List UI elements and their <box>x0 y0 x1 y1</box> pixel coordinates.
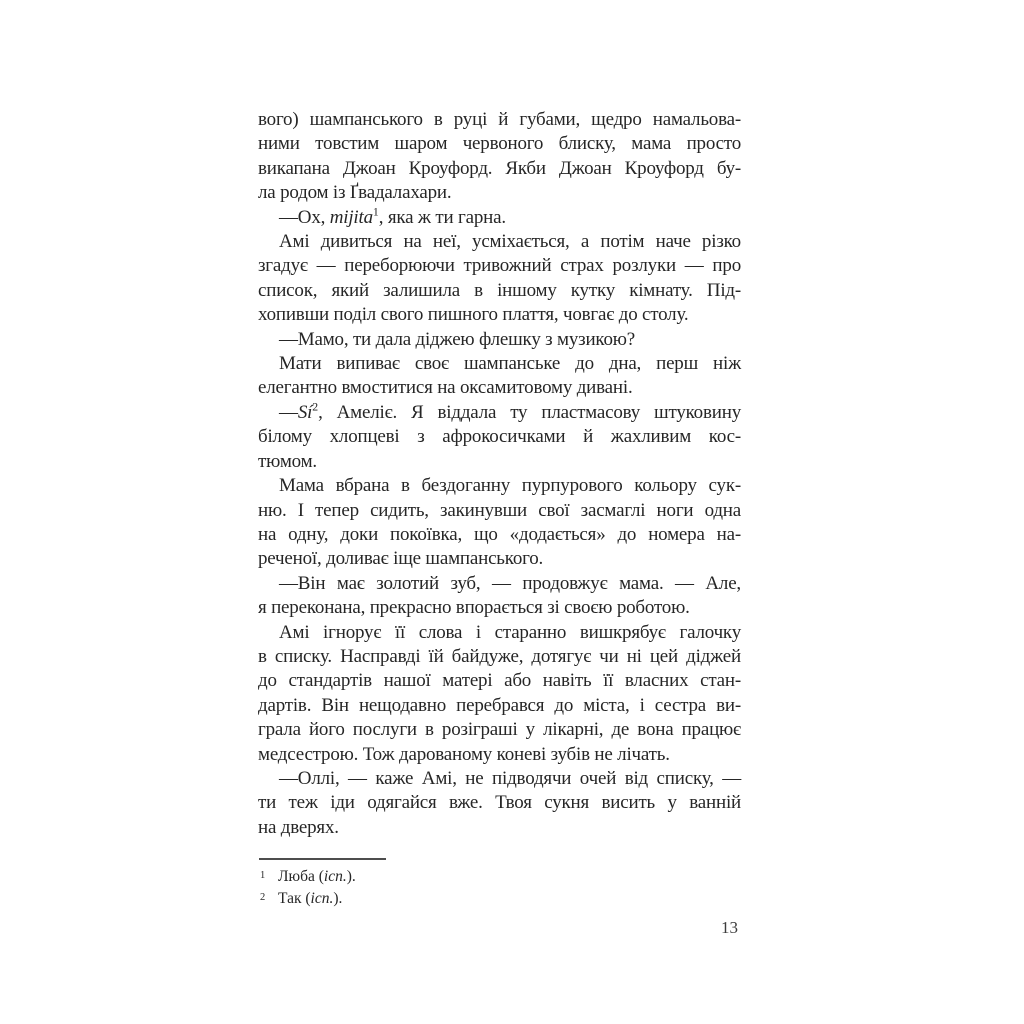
paragraph <box>258 474 741 572</box>
text-line: білому хлопцеві з афрокосичками й жахливим кос- <box>258 426 741 448</box>
text-line: хопивши поділ свого пишного плаття, човгає до столу. <box>258 304 689 326</box>
footnote-marker: 1 <box>260 870 266 881</box>
text-line: Мати випиває своє шампанське до дна, перш ніж <box>279 353 741 375</box>
text-line: вого) шампанського в руці й губами, щедро намальова- <box>258 109 741 130</box>
paragraph <box>258 621 741 767</box>
footnote-text: Так (ісп.). <box>278 890 343 907</box>
text-line: в списку. Насправді їй байдуже, дотягує чи ні цей діджей <box>258 645 741 667</box>
text-line: $—Sí^2$, Амеліє. Я віддала ту пластмасову штуковину <box>279 400 741 423</box>
text-line: —Оллі, — каже Амі, не підводячи очей від списку, — <box>279 767 741 789</box>
text-line: реченої, доливає іще шампанського. <box>258 548 544 570</box>
footnote-marker: 2 <box>260 892 266 903</box>
paragraph <box>258 206 741 230</box>
text-line: на одну, доки покоївка, що «додається» до номера на- <box>258 523 741 545</box>
paragraph <box>258 572 741 621</box>
text-line: тюмом. <box>258 450 317 472</box>
text-line: —Ох, mijita$^1$, яка ж ти гарна. <box>279 205 506 228</box>
paragraph <box>258 401 741 474</box>
paragraph <box>258 108 741 206</box>
text-line: я переконана, прекрасно впорається зі своєю роботою. <box>258 597 690 619</box>
text-line: до стандартів нашої матері або навіть її власних стан- <box>258 670 741 692</box>
text-line: Амі ігнорує її слова і старанно вишкрябує галочку <box>279 621 741 643</box>
text-line: —Мамо, ти дала діджею флешку з музикою? <box>279 328 636 350</box>
footnote <box>258 866 741 888</box>
footnote-text: Люба (ісп.). <box>278 868 356 885</box>
footnote-divider <box>259 858 386 860</box>
footnote <box>258 888 741 910</box>
text-line: грала його послуги в розіграші у лікарні, де вона працює <box>258 719 741 741</box>
text-line: ти теж іди одягайся вже. Твоя сукня висить у ванній <box>258 792 741 814</box>
text-line: ню. І тепер сидить, закинувши свої засмаглі ноги одна <box>258 499 741 521</box>
text-line: Мама вбрана в бездоганну пурпурового кольору сук- <box>279 475 741 497</box>
text-line: на дверях. <box>258 816 339 838</box>
page-number: 13 <box>721 918 738 937</box>
text-line: елегантно вмоститися на оксамитовому дивані. <box>258 377 633 399</box>
paragraph <box>258 767 741 840</box>
text-line: згадує — переборюючи тривожний страх розлуки — про <box>258 255 741 277</box>
footnotes-block <box>258 866 741 910</box>
text-line: список, який залишила в іншому кутку кімнату. Під- <box>258 279 741 301</box>
text-line: ла родом із Ґвадалахари. <box>258 182 452 204</box>
text-line: медсестрою. Тож дарованому коневі зубів не лічать. <box>258 743 670 765</box>
text-line: дартів. Він нещодавно перебрався до міста, і сестра ви- <box>258 694 741 716</box>
body-text-block <box>258 108 741 840</box>
paragraph <box>258 328 741 352</box>
text-line: Амі дивиться на неї, усміхається, а потім наче різко <box>279 231 741 253</box>
paragraph <box>258 230 741 328</box>
text-line: —Він має золотий зуб, — продовжує мама. — Але, <box>279 572 741 594</box>
paragraph <box>258 352 741 401</box>
text-line: викапана Джоан Кроуфорд. Якби Джоан Кроуфорд бу- <box>258 157 741 179</box>
text-line: ними товстим шаром червоного блиску, мама просто <box>258 133 741 155</box>
